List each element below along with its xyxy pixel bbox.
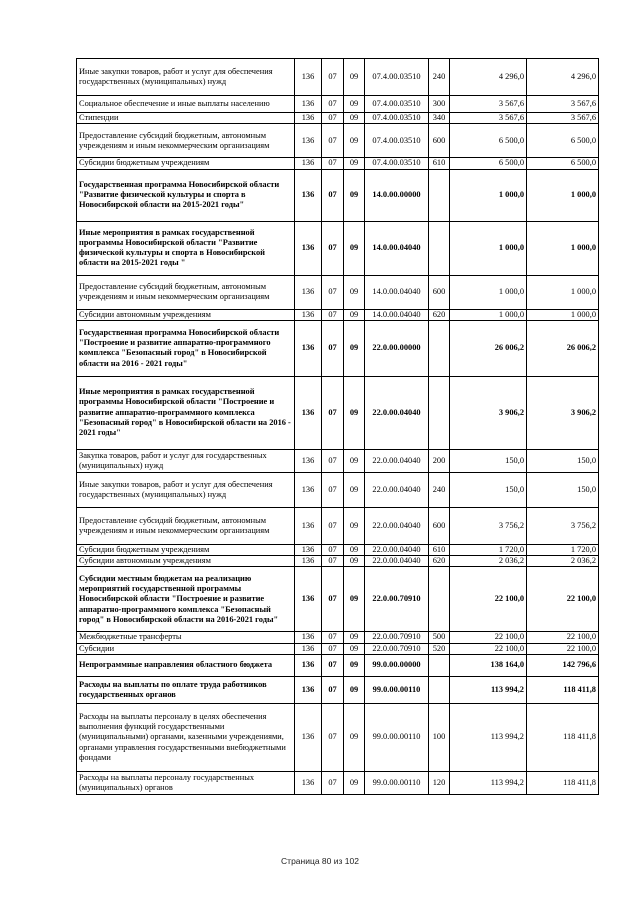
section-code-cell: 07 <box>322 632 344 643</box>
subsection-code-cell: 09 <box>344 472 365 507</box>
grbs-code-cell: 136 <box>295 704 322 772</box>
amount-year2-cell: 1 000,0 <box>527 221 599 275</box>
section-code-cell: 07 <box>322 275 344 309</box>
expense-type-cell <box>429 376 450 449</box>
target-article-cell: 07.4.00.03510 <box>365 113 429 124</box>
expense-type-cell <box>429 320 450 376</box>
target-article-cell: 07.4.00.03510 <box>365 124 429 158</box>
table-row <box>77 59 599 96</box>
row-name-cell: Государственная программа Новосибирской области "Развитие физической культуры и спорта в Новосибирской области на 2015-2021 годы" <box>77 169 295 221</box>
grbs-code-cell: 136 <box>295 449 322 472</box>
grbs-code-cell: 136 <box>295 507 322 544</box>
amount-year1-cell: 113 994,2 <box>450 772 527 795</box>
expense-type-cell: 240 <box>429 59 450 96</box>
table-body <box>77 59 599 795</box>
expense-type-cell: 620 <box>429 556 450 567</box>
amount-year1-cell: 1 000,0 <box>450 221 527 275</box>
section-code-cell: 07 <box>322 643 344 654</box>
expense-type-cell: 300 <box>429 96 450 113</box>
table-row <box>77 507 599 544</box>
amount-year1-cell: 6 500,0 <box>450 158 527 169</box>
target-article-cell: 22.0.00.70910 <box>365 567 429 632</box>
target-article-cell: 22.0.00.04040 <box>365 472 429 507</box>
amount-year2-cell: 1 720,0 <box>527 544 599 555</box>
amount-year1-cell: 3 906,2 <box>450 376 527 449</box>
grbs-code-cell: 136 <box>295 169 322 221</box>
grbs-code-cell: 136 <box>295 567 322 632</box>
subsection-code-cell: 09 <box>344 59 365 96</box>
expense-type-cell: 120 <box>429 772 450 795</box>
row-name-cell: Предоставление субсидий бюджетным, автономным учреждениям и иным некоммерческим организациям <box>77 124 295 158</box>
table-row <box>77 556 599 567</box>
amount-year2-cell: 3 567,6 <box>527 113 599 124</box>
row-name-cell: Субсидии автономным учреждениям <box>77 556 295 567</box>
amount-year1-cell: 1 000,0 <box>450 309 527 320</box>
grbs-code-cell: 136 <box>295 655 322 677</box>
amount-year2-cell: 26 006,2 <box>527 320 599 376</box>
expense-type-cell <box>429 567 450 632</box>
grbs-code-cell: 136 <box>295 556 322 567</box>
section-code-cell: 07 <box>322 655 344 677</box>
grbs-code-cell: 136 <box>295 221 322 275</box>
amount-year1-cell: 4 296,0 <box>450 59 527 96</box>
target-article-cell: 22.0.00.04040 <box>365 556 429 567</box>
table-row <box>77 632 599 643</box>
amount-year1-cell: 2 036,2 <box>450 556 527 567</box>
grbs-code-cell: 136 <box>295 59 322 96</box>
page-number: Страница 80 из 102 <box>281 856 359 866</box>
grbs-code-cell: 136 <box>295 772 322 795</box>
target-article-cell: 07.4.00.03510 <box>365 59 429 96</box>
subsection-code-cell: 09 <box>344 677 365 704</box>
subsection-code-cell: 09 <box>344 309 365 320</box>
amount-year2-cell: 118 411,8 <box>527 704 599 772</box>
amount-year1-cell: 3 756,2 <box>450 507 527 544</box>
amount-year1-cell: 22 100,0 <box>450 632 527 643</box>
subsection-code-cell: 09 <box>344 449 365 472</box>
section-code-cell: 07 <box>322 704 344 772</box>
target-article-cell: 14.0.00.00000 <box>365 169 429 221</box>
row-name-cell: Социальное обеспечение и иные выплаты населению <box>77 96 295 113</box>
amount-year1-cell: 26 006,2 <box>450 320 527 376</box>
target-article-cell: 22.0.00.04040 <box>365 544 429 555</box>
target-article-cell: 99.0.00.00000 <box>365 655 429 677</box>
table-row <box>77 449 599 472</box>
amount-year2-cell: 6 500,0 <box>527 158 599 169</box>
amount-year1-cell: 22 100,0 <box>450 567 527 632</box>
amount-year2-cell: 142 796,6 <box>527 655 599 677</box>
grbs-code-cell: 136 <box>295 113 322 124</box>
section-code-cell: 07 <box>322 567 344 632</box>
amount-year2-cell: 3 906,2 <box>527 376 599 449</box>
table-row <box>77 544 599 555</box>
subsection-code-cell: 09 <box>344 113 365 124</box>
grbs-code-cell: 136 <box>295 96 322 113</box>
expense-type-cell: 600 <box>429 124 450 158</box>
table-row <box>77 677 599 704</box>
grbs-code-cell: 136 <box>295 124 322 158</box>
expense-type-cell <box>429 169 450 221</box>
amount-year2-cell: 150,0 <box>527 472 599 507</box>
row-name-cell: Иные мероприятия в рамках государственной программы Новосибирской области "Развитие физической культуры и спорта в Новосибирской области на 2015-2021 годы " <box>77 221 295 275</box>
amount-year1-cell: 3 567,6 <box>450 113 527 124</box>
row-name-cell: Предоставление субсидий бюджетным, автономным учреждениям и иным некоммерческим организациям <box>77 275 295 309</box>
amount-year1-cell: 113 994,2 <box>450 677 527 704</box>
row-name-cell: Расходы на выплаты персоналу в целях обеспечения выполнения функций государственными (муниципальными) органами, казенными учреждениями, органами управления государственными внебюджетными фондами <box>77 704 295 772</box>
section-code-cell: 07 <box>322 376 344 449</box>
target-article-cell: 14.0.00.04040 <box>365 221 429 275</box>
grbs-code-cell: 136 <box>295 309 322 320</box>
amount-year1-cell: 150,0 <box>450 449 527 472</box>
section-code-cell: 07 <box>322 544 344 555</box>
expense-type-cell: 620 <box>429 309 450 320</box>
expense-type-cell: 600 <box>429 275 450 309</box>
amount-year2-cell: 3 756,2 <box>527 507 599 544</box>
target-article-cell: 14.0.00.04040 <box>365 275 429 309</box>
table-row <box>77 113 599 124</box>
expense-type-cell <box>429 655 450 677</box>
subsection-code-cell: 09 <box>344 632 365 643</box>
amount-year2-cell: 1 000,0 <box>527 169 599 221</box>
grbs-code-cell: 136 <box>295 677 322 704</box>
target-article-cell: 22.0.00.70910 <box>365 643 429 654</box>
amount-year1-cell: 150,0 <box>450 472 527 507</box>
grbs-code-cell: 136 <box>295 643 322 654</box>
amount-year2-cell: 22 100,0 <box>527 643 599 654</box>
amount-year2-cell: 2 036,2 <box>527 556 599 567</box>
subsection-code-cell: 09 <box>344 556 365 567</box>
target-article-cell: 99.0.00.00110 <box>365 704 429 772</box>
expense-type-cell <box>429 677 450 704</box>
row-name-cell: Субсидии автономным учреждениям <box>77 309 295 320</box>
target-article-cell: 99.0.00.00110 <box>365 677 429 704</box>
amount-year1-cell: 6 500,0 <box>450 124 527 158</box>
section-code-cell: 07 <box>322 772 344 795</box>
expense-type-cell: 520 <box>429 643 450 654</box>
target-article-cell: 14.0.00.04040 <box>365 309 429 320</box>
table-row <box>77 124 599 158</box>
expense-type-cell: 600 <box>429 507 450 544</box>
subsection-code-cell: 09 <box>344 221 365 275</box>
row-name-cell: Субсидии <box>77 643 295 654</box>
section-code-cell: 07 <box>322 472 344 507</box>
row-name-cell: Расходы на выплаты персоналу государственных (муниципальных) органов <box>77 772 295 795</box>
row-name-cell: Закупка товаров, работ и услуг для государственных (муниципальных) нужд <box>77 449 295 472</box>
subsection-code-cell: 09 <box>344 655 365 677</box>
expense-type-cell: 610 <box>429 544 450 555</box>
grbs-code-cell: 136 <box>295 376 322 449</box>
section-code-cell: 07 <box>322 59 344 96</box>
amount-year2-cell: 3 567,6 <box>527 96 599 113</box>
subsection-code-cell: 09 <box>344 507 365 544</box>
row-name-cell: Иные мероприятия в рамках государственной программы Новосибирской области "Построение и развитие аппаратно-программного комплекса "Безопасный город" в Новосибирской области на 2016 - 2021 годы" <box>77 376 295 449</box>
amount-year1-cell: 1 000,0 <box>450 275 527 309</box>
row-name-cell: Межбюджетные трансферты <box>77 632 295 643</box>
grbs-code-cell: 136 <box>295 632 322 643</box>
row-name-cell: Предоставление субсидий бюджетным, автономным учреждениям и иным некоммерческим организациям <box>77 507 295 544</box>
section-code-cell: 07 <box>322 124 344 158</box>
grbs-code-cell: 136 <box>295 275 322 309</box>
expense-type-cell <box>429 221 450 275</box>
subsection-code-cell: 09 <box>344 643 365 654</box>
amount-year2-cell: 22 100,0 <box>527 632 599 643</box>
target-article-cell: 22.0.00.00000 <box>365 320 429 376</box>
expense-type-cell: 100 <box>429 704 450 772</box>
table-row <box>77 158 599 169</box>
amount-year2-cell: 118 411,8 <box>527 772 599 795</box>
section-code-cell: 07 <box>322 449 344 472</box>
amount-year2-cell: 1 000,0 <box>527 309 599 320</box>
subsection-code-cell: 09 <box>344 772 365 795</box>
section-code-cell: 07 <box>322 309 344 320</box>
amount-year2-cell: 22 100,0 <box>527 567 599 632</box>
row-name-cell: Иные закупки товаров, работ и услуг для обеспечения государственных (муниципальных) нужд <box>77 59 295 96</box>
section-code-cell: 07 <box>322 113 344 124</box>
budget-table <box>76 58 599 795</box>
amount-year1-cell: 138 164,0 <box>450 655 527 677</box>
subsection-code-cell: 09 <box>344 96 365 113</box>
expense-type-cell: 610 <box>429 158 450 169</box>
target-article-cell: 07.4.00.03510 <box>365 96 429 113</box>
table-row <box>77 221 599 275</box>
amount-year2-cell: 6 500,0 <box>527 124 599 158</box>
subsection-code-cell: 09 <box>344 158 365 169</box>
section-code-cell: 07 <box>322 507 344 544</box>
subsection-code-cell: 09 <box>344 320 365 376</box>
expense-type-cell: 500 <box>429 632 450 643</box>
row-name-cell: Непрограммные направления областного бюджета <box>77 655 295 677</box>
table-row <box>77 655 599 677</box>
target-article-cell: 07.4.00.03510 <box>365 158 429 169</box>
table-row <box>77 169 599 221</box>
expense-type-cell: 200 <box>429 449 450 472</box>
amount-year1-cell: 113 994,2 <box>450 704 527 772</box>
section-code-cell: 07 <box>322 96 344 113</box>
row-name-cell: Расходы на выплаты по оплате труда работников государственных органов <box>77 677 295 704</box>
table-row <box>77 376 599 449</box>
row-name-cell: Государственная программа Новосибирской области "Построение и развитие аппаратно-программного комплекса "Безопасный город" в Новосибирской области на 2016 - 2021 годы" <box>77 320 295 376</box>
amount-year2-cell: 1 000,0 <box>527 275 599 309</box>
table-row <box>77 309 599 320</box>
amount-year1-cell: 1 000,0 <box>450 169 527 221</box>
table-row <box>77 643 599 654</box>
grbs-code-cell: 136 <box>295 320 322 376</box>
row-name-cell: Субсидии бюджетным учреждениям <box>77 158 295 169</box>
amount-year1-cell: 3 567,6 <box>450 96 527 113</box>
section-code-cell: 07 <box>322 221 344 275</box>
subsection-code-cell: 09 <box>344 275 365 309</box>
grbs-code-cell: 136 <box>295 472 322 507</box>
target-article-cell: 22.0.00.70910 <box>365 632 429 643</box>
amount-year2-cell: 150,0 <box>527 449 599 472</box>
table-row <box>77 275 599 309</box>
row-name-cell: Субсидии бюджетным учреждениям <box>77 544 295 555</box>
subsection-code-cell: 09 <box>344 544 365 555</box>
target-article-cell: 22.0.00.04040 <box>365 376 429 449</box>
target-article-cell: 99.0.00.00110 <box>365 772 429 795</box>
table-row <box>77 772 599 795</box>
amount-year1-cell: 1 720,0 <box>450 544 527 555</box>
amount-year2-cell: 4 296,0 <box>527 59 599 96</box>
table-row <box>77 96 599 113</box>
amount-year2-cell: 118 411,8 <box>527 677 599 704</box>
section-code-cell: 07 <box>322 158 344 169</box>
row-name-cell: Иные закупки товаров, работ и услуг для обеспечения государственных (муниципальных) нужд <box>77 472 295 507</box>
table-row <box>77 704 599 772</box>
expense-type-cell: 240 <box>429 472 450 507</box>
table-row <box>77 567 599 632</box>
grbs-code-cell: 136 <box>295 158 322 169</box>
subsection-code-cell: 09 <box>344 376 365 449</box>
table-row <box>77 472 599 507</box>
target-article-cell: 22.0.00.04040 <box>365 507 429 544</box>
row-name-cell: Субсидии местным бюджетам на реализацию мероприятий государственной программы Новосибирской области "Построение и развитие аппаратно-программного комплекса "Безопасный город" в Новосибирской области на 2016-2021 годы" <box>77 567 295 632</box>
grbs-code-cell: 136 <box>295 544 322 555</box>
amount-year1-cell: 22 100,0 <box>450 643 527 654</box>
subsection-code-cell: 09 <box>344 567 365 632</box>
section-code-cell: 07 <box>322 320 344 376</box>
subsection-code-cell: 09 <box>344 124 365 158</box>
section-code-cell: 07 <box>322 169 344 221</box>
row-name-cell: Стипендии <box>77 113 295 124</box>
section-code-cell: 07 <box>322 677 344 704</box>
expense-type-cell: 340 <box>429 113 450 124</box>
table-row <box>77 320 599 376</box>
subsection-code-cell: 09 <box>344 704 365 772</box>
subsection-code-cell: 09 <box>344 169 365 221</box>
section-code-cell: 07 <box>322 556 344 567</box>
target-article-cell: 22.0.00.04040 <box>365 449 429 472</box>
